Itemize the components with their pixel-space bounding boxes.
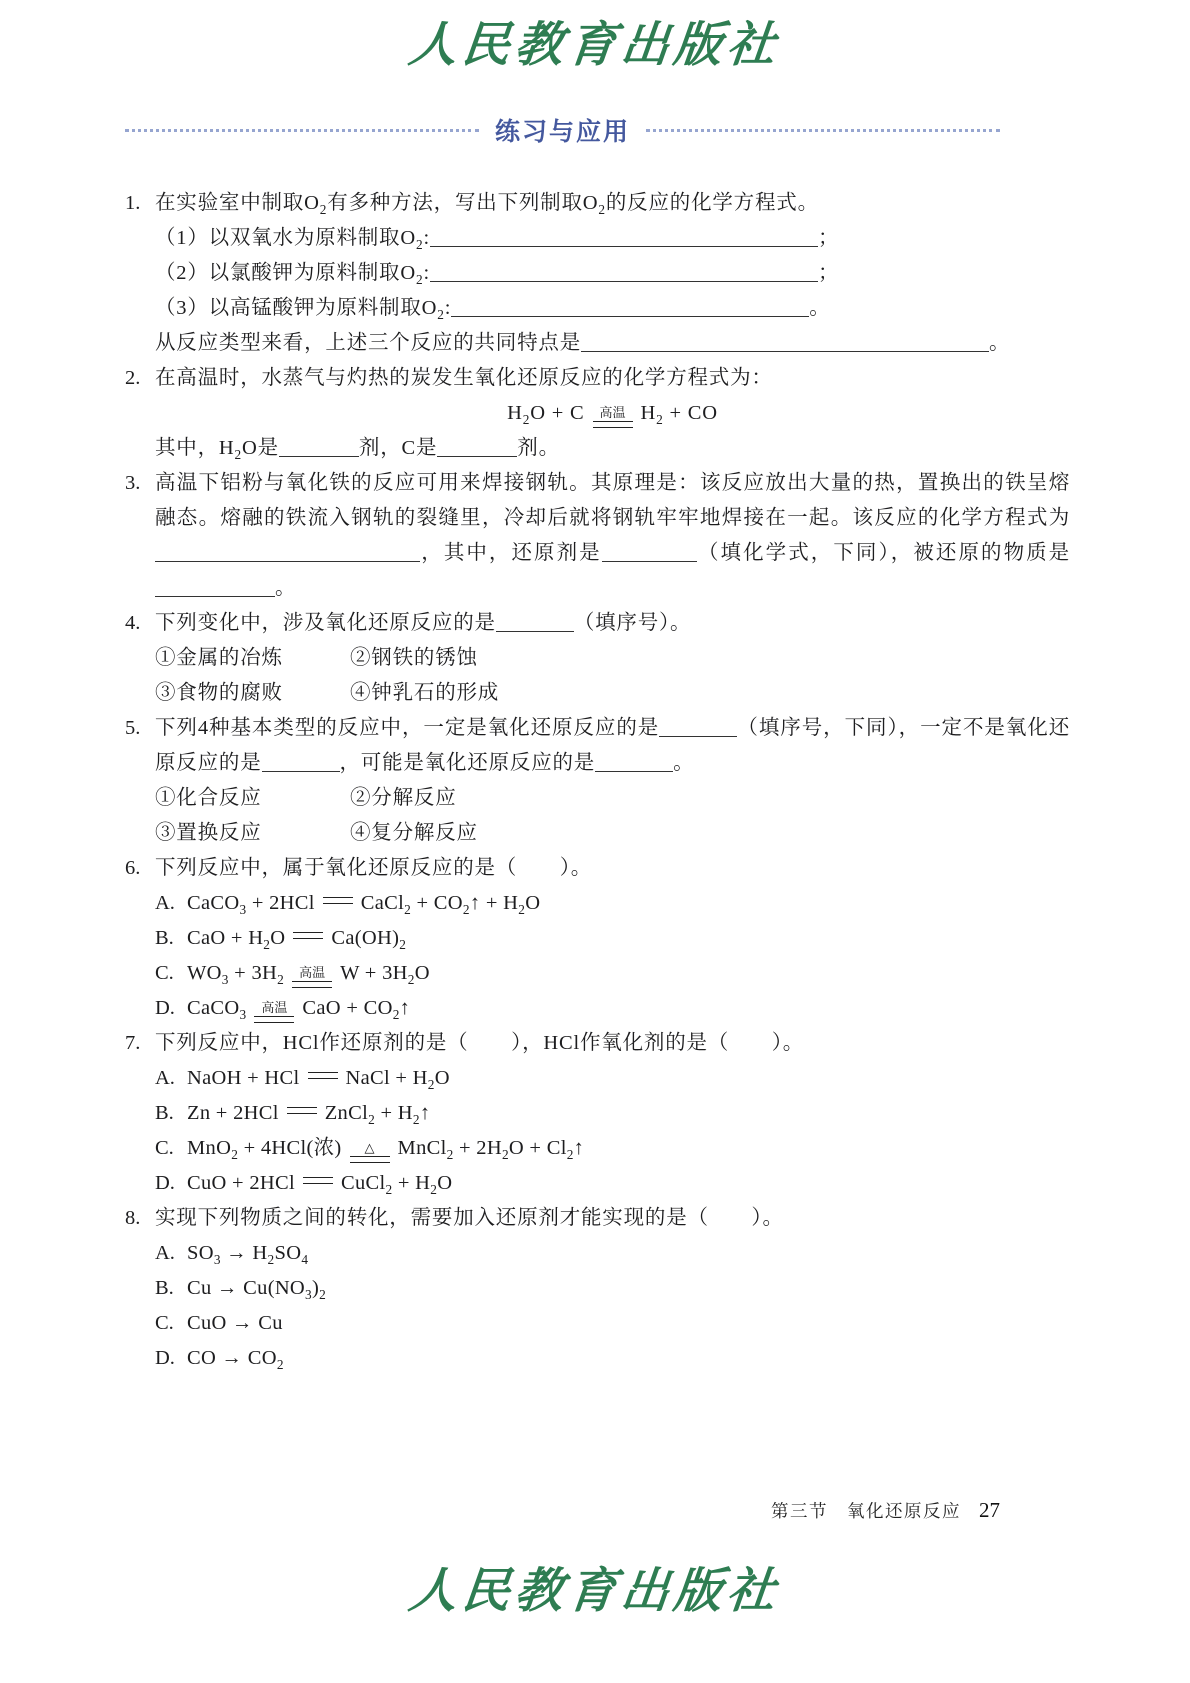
text-segment: （填序号）。 [573, 612, 692, 634]
section-header [125, 112, 1000, 148]
text-segment: 下列变化中，涉及氧化还原反应的是 [155, 612, 496, 634]
choice-label: D. [155, 1172, 175, 1194]
text-segment: ZnCl$_2$ + $H_2↑$ [324, 1102, 431, 1128]
text-segment: 在实验室中制取$O_2$有多种方法，写出下列制取$O_2$的反应的化学方程式。 [155, 192, 819, 218]
question-text-line [155, 851, 1070, 886]
option-item: ②钢铁的锈蚀 [350, 647, 478, 669]
choice-line [155, 1341, 1070, 1376]
choice-line [155, 1131, 1070, 1166]
publisher-logo-top: 人民教育出版社 [406, 19, 783, 72]
text-segment: $H_2O + C$ [507, 402, 585, 428]
double-line [593, 421, 633, 428]
text-segment: 。 [275, 577, 297, 599]
question-2 [125, 361, 1070, 466]
choice-label: C. [155, 1137, 174, 1159]
answer-blank [595, 769, 673, 772]
double-line [287, 1107, 317, 1114]
double-line [293, 932, 323, 939]
reaction-condition: 高温 [261, 1000, 288, 1015]
question-5 [125, 711, 1070, 851]
choice-line [155, 921, 1070, 956]
choice-label: D. [155, 997, 175, 1019]
choice-line [155, 886, 1070, 921]
text-segment: CuO → Cu [187, 1312, 283, 1334]
text-segment: （3）以高锰酸钾为原料制取$O_2$: [155, 297, 452, 323]
question-text-line [155, 431, 1070, 466]
choice-label: B. [155, 1277, 174, 1299]
text-segment: 。 [673, 752, 695, 774]
text-segment: CuO + 2HCl [187, 1172, 295, 1194]
dotted-line-left [125, 129, 479, 132]
centered-equation [155, 396, 1070, 431]
choice-line [155, 956, 1070, 991]
choice-label: C. [155, 1312, 174, 1334]
question-text-line [155, 256, 1070, 291]
answer-blank [430, 244, 818, 247]
double-line [303, 1177, 333, 1184]
choice-line [155, 1236, 1070, 1271]
equals-double-line [287, 1107, 317, 1114]
choice-line [155, 1061, 1070, 1096]
text-segment: MnCl$_2$ + $2H_2O$ + $Cl_2↑$ [397, 1137, 585, 1163]
equals-double-line [254, 1001, 294, 1023]
question-text-line [155, 291, 1070, 326]
question-number: 8. [125, 1207, 141, 1229]
text-segment: $H_2$ + CO [640, 402, 718, 428]
publisher-logo-bottom: 人民教育出版社 [406, 1565, 783, 1618]
question-number: 6. [125, 857, 141, 879]
equals-double-line [292, 966, 332, 988]
question-text-line [155, 606, 1070, 641]
reaction-condition: 高温 [599, 405, 626, 420]
choice-label: A. [155, 1067, 175, 1089]
text-segment: $Cu \to Cu(NO_3)_2$ [187, 1277, 327, 1303]
question-3 [125, 466, 1070, 606]
equals-double-line [293, 932, 323, 939]
option-item: ①化合反应 [155, 787, 262, 809]
text-segment: 剂，C是 [358, 437, 438, 459]
choice-line [155, 1166, 1070, 1201]
text-segment: CaCl$_2$ + $CO_2↑ + H_2O$ [360, 892, 541, 918]
question-7 [125, 1026, 1070, 1201]
text-segment: $Ca(OH)_2$ [331, 927, 407, 953]
text-segment: $W + 3H_2O$ [340, 962, 430, 988]
page-number: 27 [979, 1498, 1000, 1522]
choice-label: B. [155, 927, 174, 949]
text-segment: 下列4种基本类型的反应中，一定是氧化还原反应的是 [155, 717, 660, 739]
answer-blank [581, 349, 989, 352]
text-segment: CaO + $CO_2↑$ [302, 997, 411, 1023]
choice-label: B. [155, 1102, 174, 1124]
text-segment: 从反应类型来看，上述三个反应的共同特点是 [155, 332, 581, 354]
choice-line [155, 1306, 1070, 1341]
answer-blank [279, 454, 359, 457]
text-segment: 实现下列物质之间的转化，需要加入还原剂才能实现的是（ ）。 [155, 1207, 784, 1229]
reaction-condition: △ [364, 1140, 375, 1155]
text-segment: ，可能是氧化还原反应的是 [339, 752, 596, 774]
question-number: 5. [125, 717, 141, 739]
answer-blank [496, 629, 574, 632]
option-item: ①金属的冶炼 [155, 647, 283, 669]
answer-blank [602, 559, 697, 562]
double-line [323, 897, 353, 904]
answer-blank [659, 734, 737, 737]
text-segment: $WO_3 + 3H_2$ [187, 962, 285, 988]
text-segment: ； [817, 227, 840, 249]
option-row [155, 816, 1070, 851]
question-number: 4. [125, 612, 141, 634]
option-row [155, 781, 1070, 816]
choice-line [155, 1271, 1070, 1306]
section-title: 练习与应用 [495, 118, 631, 146]
question-text-line [155, 711, 1070, 781]
answer-blank [155, 559, 420, 562]
option-item: ④钟乳石的形成 [350, 682, 500, 704]
answer-blank [437, 454, 517, 457]
answer-blank [262, 769, 340, 772]
text-segment: CaCO$_3$ + 2HCl [187, 892, 315, 918]
text-segment: 。 [809, 297, 831, 319]
answer-blank [430, 279, 818, 282]
text-segment: Zn + 2HCl [187, 1102, 279, 1124]
equals-double-line [308, 1072, 338, 1079]
equals-double-line [350, 1141, 390, 1163]
text-segment: ； [817, 262, 840, 284]
question-8 [125, 1201, 1070, 1376]
choice-line [155, 1096, 1070, 1131]
text-segment: 。 [989, 332, 1011, 354]
question-text-line [155, 1026, 1070, 1061]
reaction-condition: 高温 [299, 965, 326, 980]
question-1 [125, 186, 1070, 361]
option-item: ④复分解反应 [350, 822, 478, 844]
choice-line [155, 991, 1070, 1026]
choice-label: C. [155, 962, 174, 984]
option-row [155, 641, 1070, 676]
double-line [292, 981, 332, 988]
text-segment: CaO + $H_2O$ [187, 927, 286, 953]
page-footer [771, 1498, 1000, 1523]
question-4 [125, 606, 1070, 711]
text-segment: （2）以氯酸钾为原料制取$O_2$: [155, 262, 430, 288]
question-text-line [155, 186, 1070, 221]
text-segment: 剂。 [517, 437, 560, 459]
text-segment: （填化学式，下同），被还原的物质是 [696, 542, 1070, 564]
text-segment: $SO_3 \to H_2SO_4$ [187, 1242, 309, 1268]
text-segment: NaCl + $H_2O$ [345, 1067, 450, 1093]
question-number: 1. [125, 192, 141, 214]
choice-label: A. [155, 1242, 175, 1264]
choice-label: A. [155, 892, 175, 914]
question-text-line [155, 326, 1070, 361]
text-segment: 在高温时，水蒸气与灼热的炭发生氧化还原反应的化学方程式为： [155, 367, 773, 389]
equals-double-line [303, 1177, 333, 1184]
exercise-list [125, 186, 1070, 1376]
double-line [308, 1072, 338, 1079]
text-segment: ，其中，还原剂是 [420, 542, 602, 564]
equals-double-line [593, 406, 633, 428]
text-segment: 高温下铝粉与氧化铁的反应可用来焊接钢轨。其原理是：该反应放出大量的热，置换出的铁呈熔融态。熔融的铁流入钢轨的裂缝里，冷却后就将钢轨牢牢地焊接在一起。该反应的化学方程式为 [155, 472, 1070, 529]
question-number: 2. [125, 367, 141, 389]
text-segment: MnO$_2$ + 4HCl(浓) [187, 1137, 342, 1163]
question-text-line [155, 221, 1070, 256]
option-item: ③置换反应 [155, 822, 262, 844]
dotted-line-right [646, 129, 1000, 132]
answer-blank [155, 594, 275, 597]
text-segment: （1）以双氧水为原料制取$O_2$: [155, 227, 430, 253]
choice-label: D. [155, 1347, 175, 1369]
text-segment: NaOH + HCl [187, 1067, 300, 1089]
answer-blank [451, 314, 809, 317]
double-line [350, 1156, 390, 1163]
double-line [254, 1016, 294, 1023]
question-number: 7. [125, 1032, 141, 1054]
text-segment: 下列反应中，属于氧化还原反应的是（ ）。 [155, 857, 593, 879]
question-text-line [155, 466, 1070, 606]
text-segment: CuCl$_2$ + $H_2O$ [340, 1172, 453, 1198]
option-item: ③食物的腐败 [155, 682, 283, 704]
equals-double-line [323, 897, 353, 904]
question-text-line [155, 1201, 1070, 1236]
text-segment: CaCO$_3$ [187, 997, 247, 1023]
question-6 [125, 851, 1070, 1026]
question-text-line [155, 361, 1070, 396]
option-item: ②分解反应 [350, 787, 457, 809]
text-segment: （填序号，下同），一定不是氧化还原反应的是 [155, 717, 1070, 774]
footer-section-title: 第三节 氧化还原反应 [771, 1501, 961, 1521]
text-segment: CO → $CO_2$ [187, 1347, 284, 1373]
text-segment: 其中，$H_2O$是 [155, 437, 279, 463]
question-number: 3. [125, 472, 141, 494]
text-segment: 下列反应中，HCl作还原剂的是（ ），HCl作氧化剂的是（ ）。 [155, 1032, 805, 1054]
option-row [155, 676, 1070, 711]
